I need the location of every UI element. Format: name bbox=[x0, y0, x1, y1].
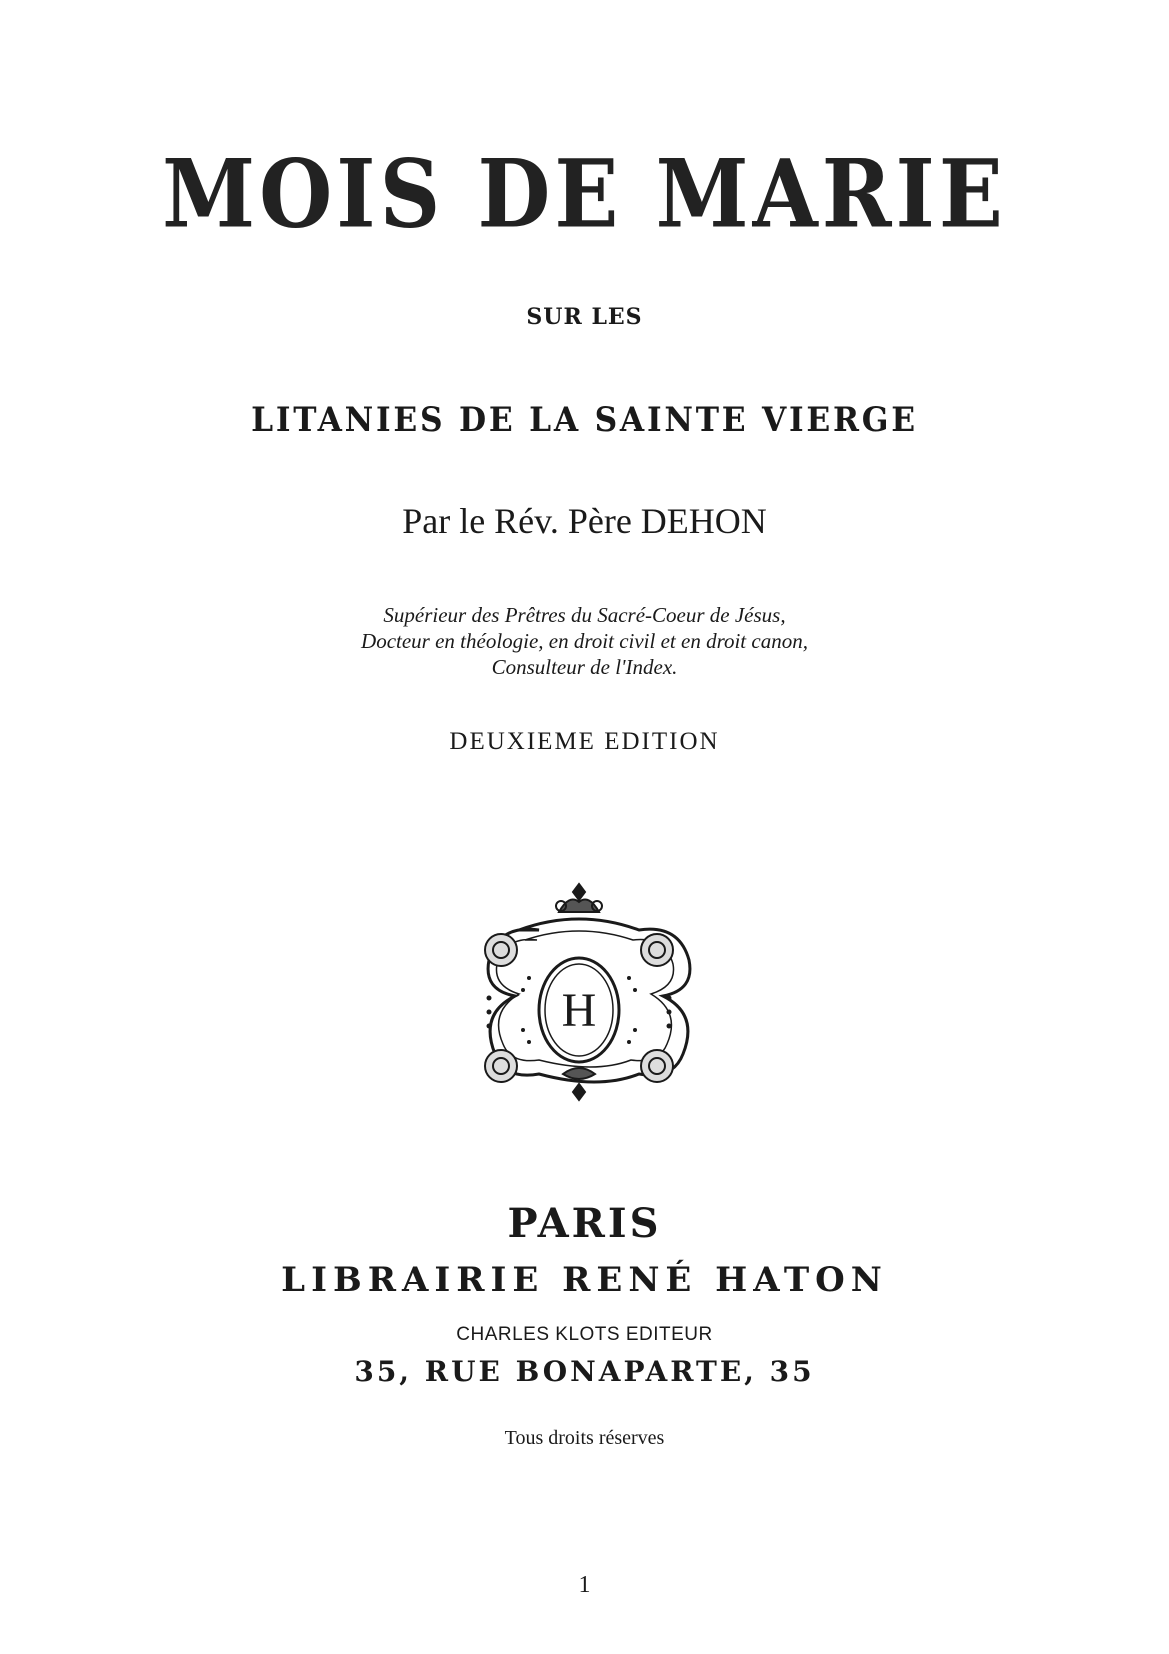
imprint-address: 35, RUE BONAPARTE, 35 bbox=[354, 1355, 815, 1388]
emblem-letter: H bbox=[561, 984, 597, 1037]
book-title: MOIS DE MARIE bbox=[162, 138, 1007, 249]
subtitle-connector: SUR LES bbox=[526, 304, 643, 330]
rights-notice: Tous droits réserves bbox=[504, 1427, 665, 1449]
author-credentials bbox=[0, 602, 1169, 680]
credential-line: Consulteur de l'Index. bbox=[491, 655, 678, 679]
book-subtitle: LITANIES DE LA SAINTE VIERGE bbox=[251, 400, 918, 440]
imprint-city: PARIS bbox=[507, 1200, 662, 1247]
author-line: Par le Rév. Père DEHON bbox=[402, 501, 767, 541]
imprint-editor: CHARLES KLOTS EDITEUR bbox=[456, 1324, 713, 1345]
page-number: 1 bbox=[578, 1572, 591, 1598]
credential-line: Docteur en théologie, en droit civil et en droit canon, bbox=[361, 629, 808, 653]
edition-label: DEUXIEME EDITION bbox=[449, 728, 720, 755]
publisher-monogram-emblem-icon bbox=[459, 878, 699, 1106]
imprint-publisher: LIBRAIRIE RENÉ HATON bbox=[281, 1260, 888, 1300]
credential-line: Supérieur des Prêtres du Sacré-Coeur de Jésus, bbox=[383, 603, 786, 627]
